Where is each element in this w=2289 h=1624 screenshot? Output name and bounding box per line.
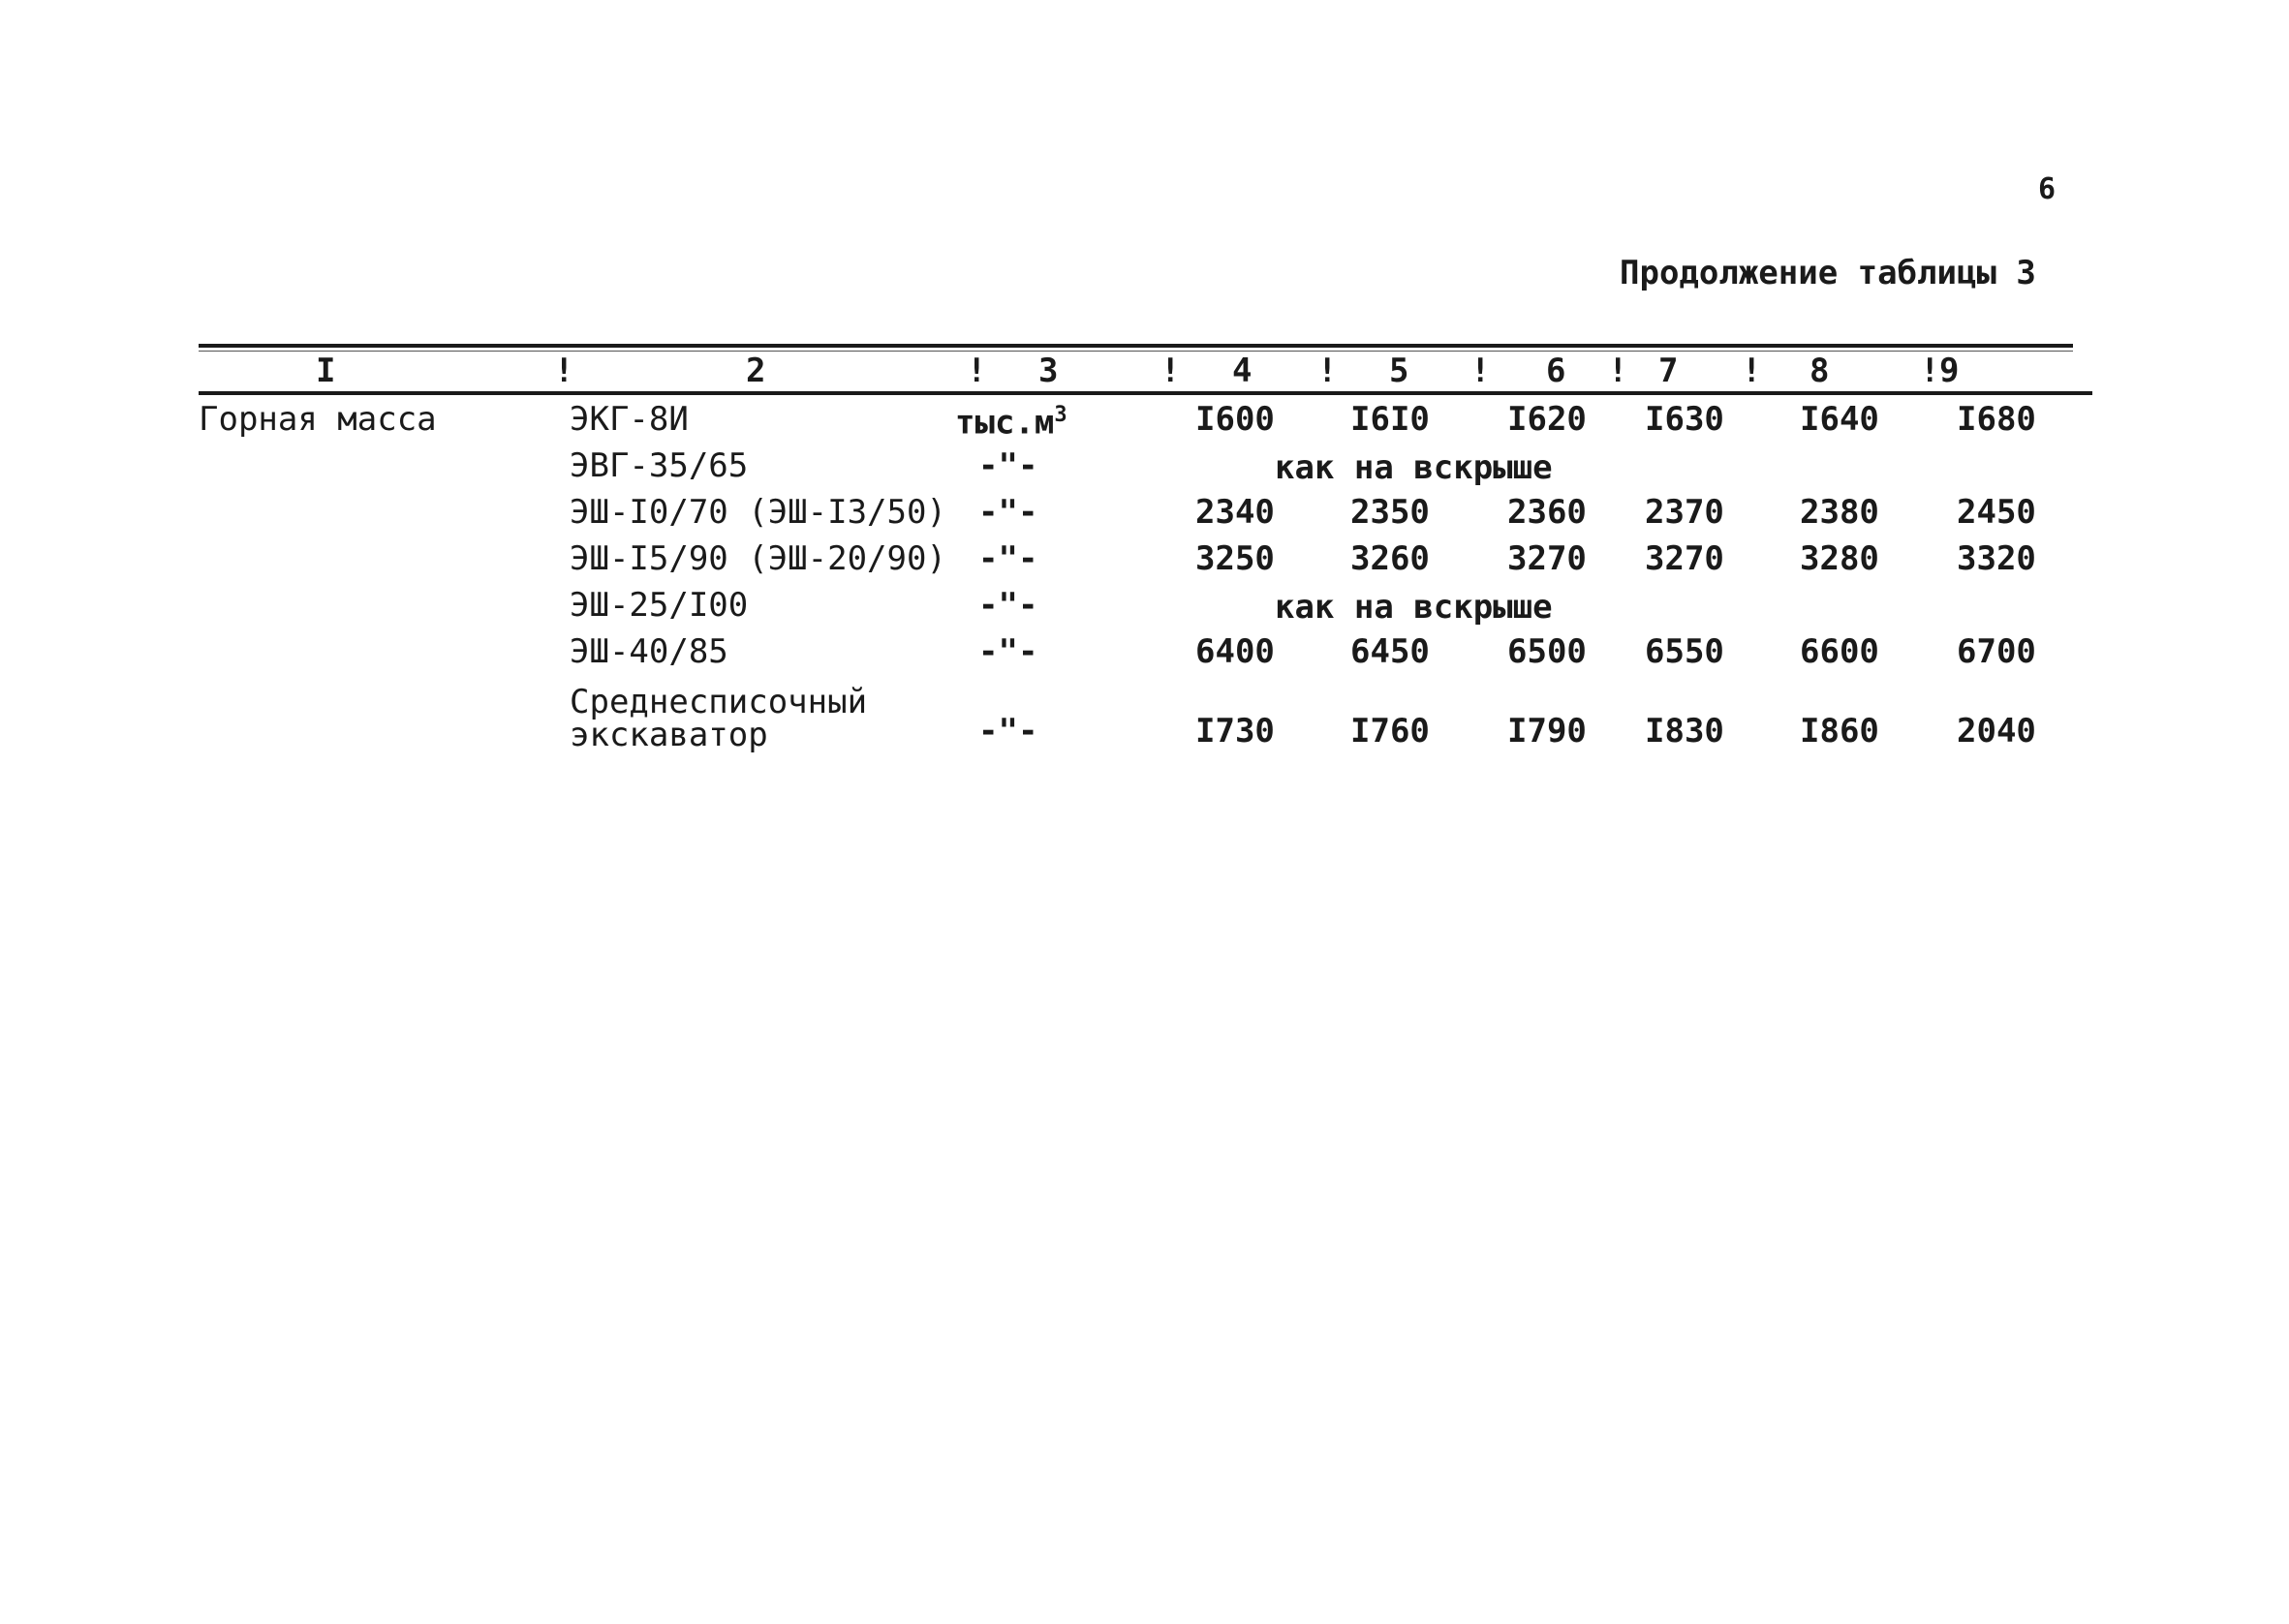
row-1-val-7: I630 bbox=[1645, 400, 1724, 439]
row-6-val-4: 6400 bbox=[1195, 632, 1275, 671]
row-6-val-9: 6700 bbox=[1957, 632, 2036, 671]
header-sep-7: ! bbox=[1742, 352, 1762, 390]
header-sep-6: ! bbox=[1608, 352, 1628, 390]
table-top-rule bbox=[199, 344, 2073, 348]
row-6-val-7: 6550 bbox=[1645, 632, 1724, 671]
row-2-unit: -"- bbox=[978, 446, 1038, 485]
row-7-model: Среднесписочный bbox=[570, 683, 868, 721]
row-7-val-8: I860 bbox=[1800, 712, 1879, 751]
row-4-val-8: 3280 bbox=[1800, 539, 1879, 578]
row-6-val-6: 6500 bbox=[1507, 632, 1587, 671]
row-1-model: ЭКГ-8И bbox=[570, 400, 689, 439]
row-4-val-9: 3320 bbox=[1957, 539, 2036, 578]
continuation-title: Продолжение таблицы 3 bbox=[1620, 254, 2036, 292]
header-col-7: 7 bbox=[1658, 352, 1679, 390]
header-col-6: 6 bbox=[1546, 352, 1566, 390]
table-header-rule bbox=[199, 391, 2092, 395]
row-1-val-4: I600 bbox=[1195, 400, 1275, 439]
header-sep-8: ! bbox=[1920, 352, 1940, 390]
row-1-val-5: I6I0 bbox=[1350, 400, 1430, 439]
row-4-val-6: 3270 bbox=[1507, 539, 1587, 578]
row-3-val-4: 2340 bbox=[1195, 493, 1275, 532]
table-top-rule-thin bbox=[199, 351, 2073, 352]
row-1-val-8: I640 bbox=[1800, 400, 1879, 439]
row-4-unit: -"- bbox=[978, 539, 1038, 578]
header-sep-3: ! bbox=[1160, 352, 1181, 390]
header-col-8: 8 bbox=[1810, 352, 1830, 390]
row-7-val-6: I790 bbox=[1507, 712, 1587, 751]
row-3-model: ЭШ-I0/70 (ЭШ-I3/50) bbox=[570, 493, 946, 532]
header-col-9: 9 bbox=[1939, 352, 1960, 390]
header-col-1: I bbox=[316, 352, 336, 390]
row-7-model-line2: экскаватор bbox=[570, 716, 768, 754]
row-7-unit: -"- bbox=[978, 712, 1038, 751]
row-1-val-6: I620 bbox=[1507, 400, 1587, 439]
row-1-val-9: I680 bbox=[1957, 400, 2036, 439]
row-5-note: как на вскрыше bbox=[1275, 588, 1553, 627]
row-1-unit bbox=[955, 403, 1067, 443]
header-col-3: 3 bbox=[1038, 352, 1059, 390]
row-3-val-6: 2360 bbox=[1507, 493, 1587, 532]
row-3-val-8: 2380 bbox=[1800, 493, 1879, 532]
row-7-val-5: I760 bbox=[1350, 712, 1430, 751]
header-col-2: 2 bbox=[746, 352, 766, 390]
row-5-unit: -"- bbox=[978, 586, 1038, 625]
row-4-val-7: 3270 bbox=[1645, 539, 1724, 578]
row-7-val-4: I730 bbox=[1195, 712, 1275, 751]
row-2-note: как на вскрыше bbox=[1275, 448, 1553, 487]
header-col-5: 5 bbox=[1389, 352, 1409, 390]
row-3-val-5: 2350 bbox=[1350, 493, 1430, 532]
header-sep-4: ! bbox=[1317, 352, 1338, 390]
row-3-unit: -"- bbox=[978, 493, 1038, 532]
header-sep-2: ! bbox=[967, 352, 987, 390]
header-col-4: 4 bbox=[1232, 352, 1253, 390]
row-5-model: ЭШ-25/I00 bbox=[570, 586, 749, 625]
row-4-val-4: 3250 bbox=[1195, 539, 1275, 578]
row-6-val-5: 6450 bbox=[1350, 632, 1430, 671]
row-1-unit-sup: 3 bbox=[1054, 403, 1067, 427]
row-7-val-9: 2040 bbox=[1957, 712, 2036, 751]
row-3-val-9: 2450 bbox=[1957, 493, 2036, 532]
row-1-unit-text: тыс.м bbox=[955, 403, 1055, 443]
page-number: 6 bbox=[2038, 172, 2057, 206]
row-6-model: ЭШ-40/85 bbox=[570, 632, 728, 671]
row-6-unit: -"- bbox=[978, 632, 1038, 671]
row-4-model: ЭШ-I5/90 (ЭШ-20/90) bbox=[570, 539, 946, 578]
row-6-val-8: 6600 bbox=[1800, 632, 1879, 671]
header-sep-1: ! bbox=[554, 352, 574, 390]
header-sep-5: ! bbox=[1470, 352, 1491, 390]
row-group-label: Горная масса bbox=[199, 400, 437, 439]
row-3-val-7: 2370 bbox=[1645, 493, 1724, 532]
row-4-val-5: 3260 bbox=[1350, 539, 1430, 578]
row-2-model: ЭВГ-35/65 bbox=[570, 446, 749, 485]
row-7-val-7: I830 bbox=[1645, 712, 1724, 751]
